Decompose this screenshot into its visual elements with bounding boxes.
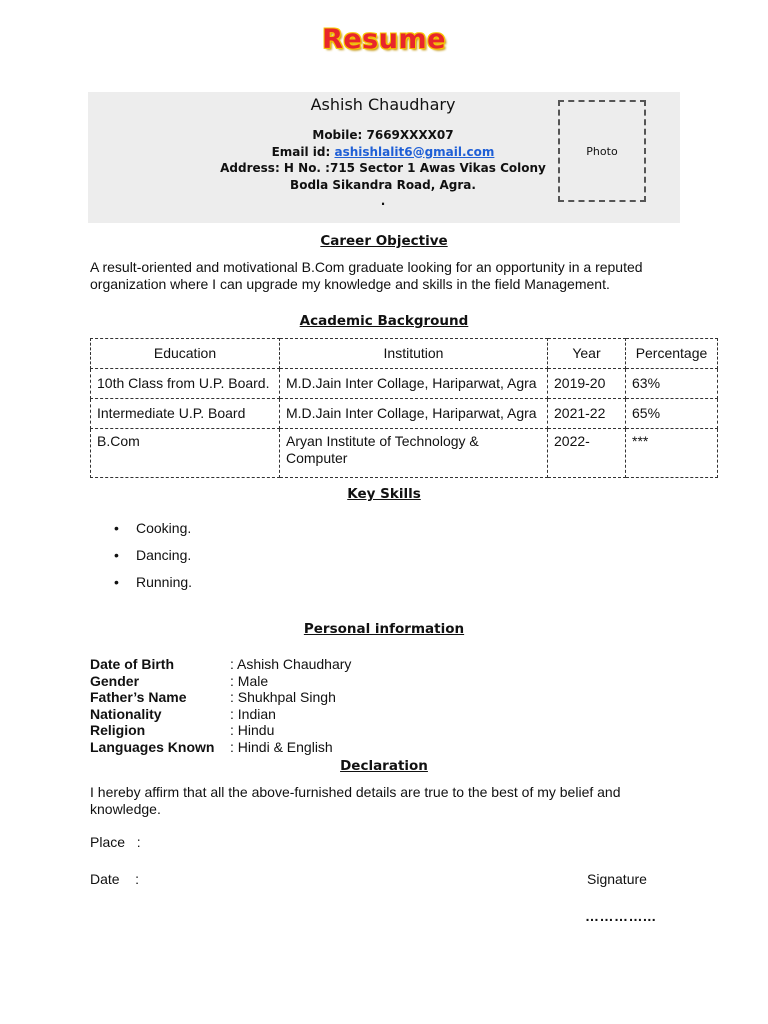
personal-information-heading: Personal information bbox=[303, 621, 465, 637]
email-label: Email id: bbox=[271, 144, 331, 159]
signature-line: …………... bbox=[585, 908, 657, 924]
info-row bbox=[90, 722, 351, 739]
info-row bbox=[90, 739, 351, 756]
place-field: Place : bbox=[90, 834, 141, 850]
address-line-3: . bbox=[380, 194, 386, 208]
key-skills-heading: Key Skills bbox=[347, 486, 421, 502]
info-label: Father’s Name bbox=[90, 689, 187, 705]
column-header-institution: Institution bbox=[280, 339, 548, 369]
photo-placeholder bbox=[558, 100, 646, 202]
info-value: : Hindu bbox=[230, 722, 275, 738]
skills-list bbox=[114, 520, 192, 601]
email-link[interactable]: ashishlalit6@gmail.com bbox=[334, 144, 495, 159]
address-line-1: Address: H No. :715 Sector 1 Awas Vikas Colony bbox=[220, 161, 546, 175]
signature-label: Signature bbox=[587, 871, 647, 887]
academic-background-heading: Academic Background bbox=[299, 313, 469, 329]
career-objective-text: A result-oriented and motivational B.Com graduate looking for an opportunity in a reputed organization where I can upgrade my knowledge and skills in the field Management. bbox=[90, 259, 643, 292]
list-item: • Dancing. bbox=[114, 547, 192, 574]
table-row bbox=[91, 429, 718, 478]
info-value: : Ashish Chaudhary bbox=[230, 656, 352, 672]
info-value: : Indian bbox=[230, 705, 276, 722]
info-value: : Shukhpal Singh bbox=[230, 689, 336, 705]
table-header-row bbox=[91, 339, 718, 369]
info-label: Languages Known bbox=[90, 738, 215, 755]
column-header-education: Education bbox=[91, 339, 280, 369]
table-row bbox=[91, 369, 718, 399]
table-cell: 2022- bbox=[548, 429, 626, 478]
info-label: Religion bbox=[90, 722, 146, 738]
declaration-text: I hereby affirm that all the above-furnished details are true to the best of my belief and knowledge. bbox=[90, 784, 621, 817]
table-cell: 2021-22 bbox=[548, 399, 626, 429]
table-cell: 63% bbox=[626, 369, 718, 399]
info-label: Date of Birth bbox=[90, 656, 174, 672]
info-row bbox=[90, 706, 351, 723]
address-line-2: Bodla Sikandra Road, Agra. bbox=[290, 177, 476, 192]
info-value: : Male bbox=[230, 672, 269, 689]
table-cell: 2019-20 bbox=[548, 369, 626, 399]
column-header-percentage: Percentage bbox=[626, 339, 718, 369]
table-cell: B.Com bbox=[91, 429, 280, 478]
table-row bbox=[91, 399, 718, 429]
info-label: Nationality bbox=[90, 705, 162, 722]
declaration-heading: Declaration bbox=[340, 758, 428, 774]
mobile-number: Mobile: 7669XXXX07 bbox=[312, 128, 454, 142]
table-cell: Aryan Institute of Technology & Computer bbox=[280, 429, 548, 478]
table-cell: M.D.Jain Inter Collage, Hariparwat, Agra bbox=[280, 369, 548, 399]
info-value: : Hindi & English bbox=[230, 738, 333, 755]
info-row bbox=[90, 689, 351, 706]
table-cell: Intermediate U.P. Board bbox=[91, 399, 280, 429]
career-objective-heading: Career Objective bbox=[320, 233, 448, 249]
table-cell: 65% bbox=[626, 399, 718, 429]
resume-title: Resume bbox=[322, 24, 446, 55]
candidate-name: Ashish Chaudhary bbox=[310, 95, 456, 114]
info-label: Gender bbox=[90, 672, 140, 689]
photo-label: Photo bbox=[586, 144, 618, 158]
table-cell: *** bbox=[626, 429, 718, 478]
column-header-year: Year bbox=[548, 339, 626, 369]
table-cell: 10th Class from U.P. Board. bbox=[91, 369, 280, 399]
table-cell: M.D.Jain Inter Collage, Hariparwat, Agra bbox=[280, 399, 548, 429]
info-row bbox=[90, 673, 351, 690]
list-item: • Running. bbox=[114, 574, 192, 601]
academic-table bbox=[90, 338, 718, 478]
date-field: Date : bbox=[90, 871, 140, 887]
info-row bbox=[90, 656, 351, 673]
list-item: • Cooking. bbox=[114, 520, 192, 547]
personal-info-list bbox=[90, 656, 351, 755]
